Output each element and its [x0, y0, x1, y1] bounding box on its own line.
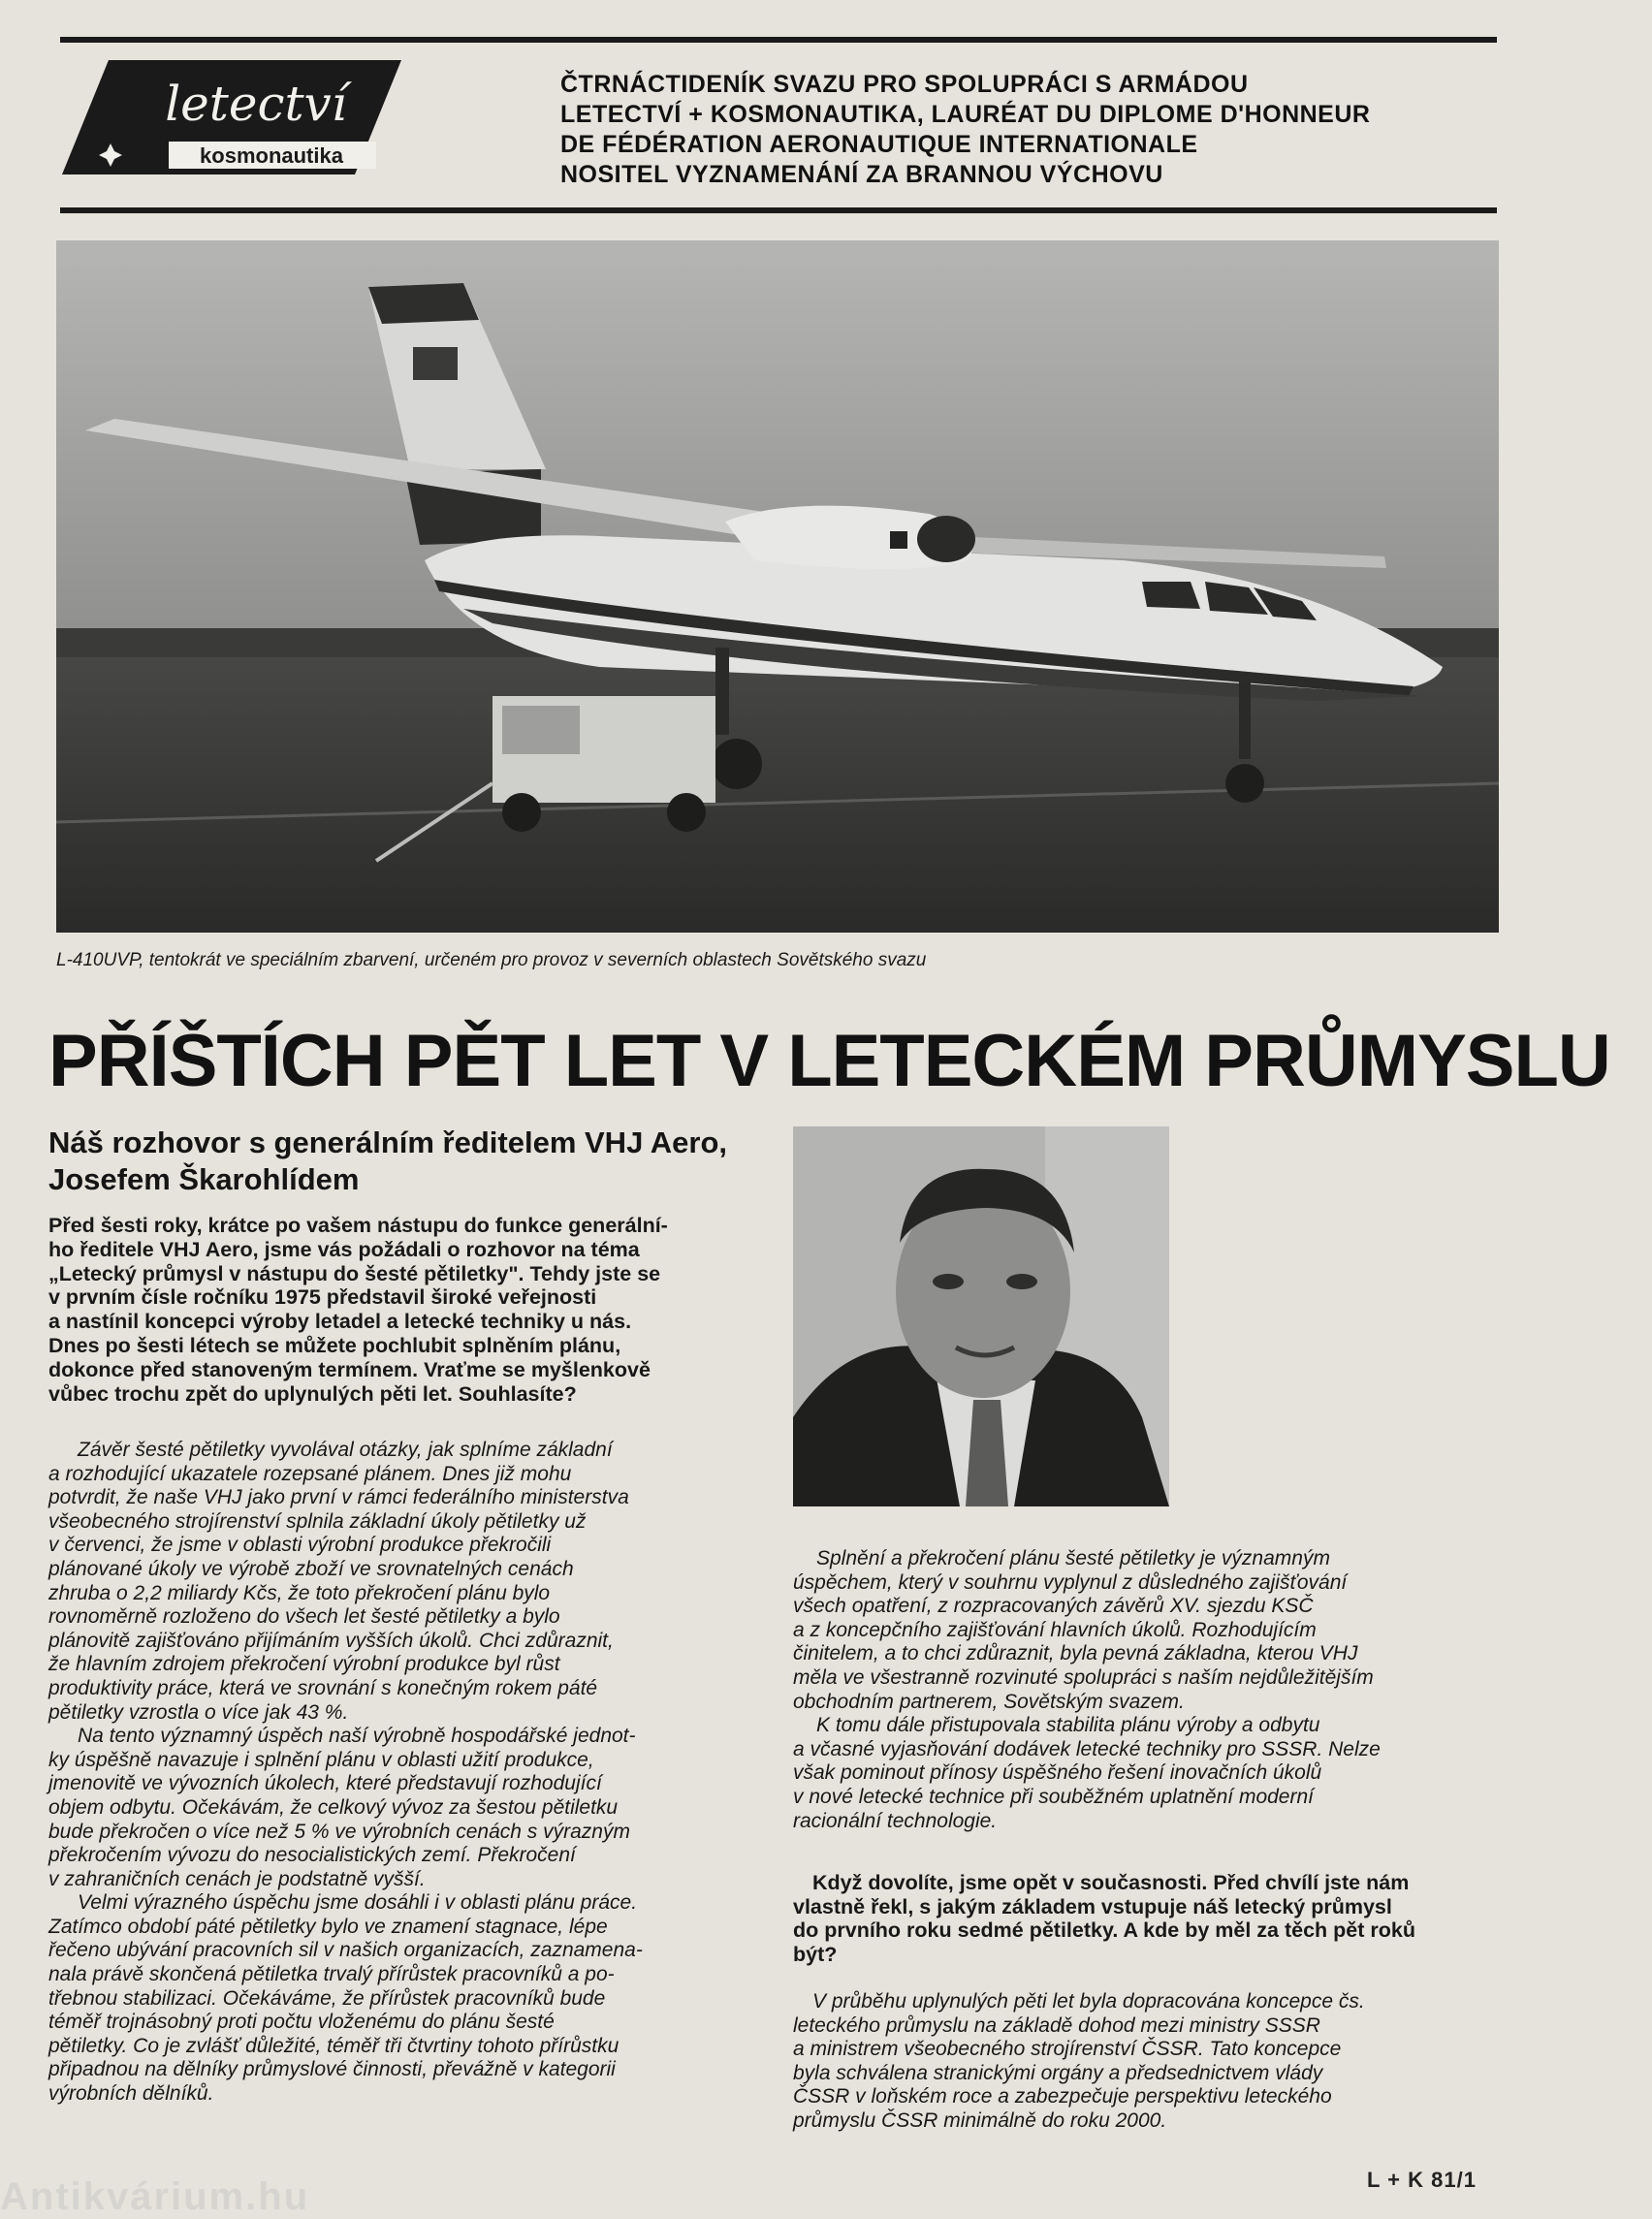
text-line: dokonce před stanoveným termínem. Vraťme se myšlenkově — [48, 1357, 651, 1381]
text-line: však pominout přínosy úspěšného řešení inovačních úkolů — [793, 1761, 1322, 1785]
text-line: plánované úkoly ve výrobě zboží ve srovnatelných cenách — [48, 1557, 574, 1580]
text-line: být? — [793, 1942, 838, 1966]
portrait-photo — [793, 1126, 1169, 1506]
text-line: úspěchem, který v souhrnu vyplynul z důsledného zajišťování — [793, 1570, 1348, 1594]
text-line: rovnoměrně rozloženo do všech let šesté pětiletky a bylo — [48, 1605, 560, 1629]
text-line: byla schválena stranickými orgány a předsednictvem vlády — [793, 2061, 1323, 2084]
text-line: obchodním partnerem, Sovětským svazem. — [793, 1690, 1185, 1713]
page-reference: L + K 81/1 — [1367, 2168, 1477, 2192]
text-line: bude překročen o více než 5 % ve výrobních cenách s výrazným — [48, 1820, 630, 1843]
text-line: ho ředitele VHJ Aero, jsme vás požádali o rozhovor na téma — [48, 1237, 640, 1261]
text-line: ky úspěšně navazuje i splnění plánu v oblasti užití produkce, — [48, 1748, 594, 1771]
subtitle-line: Josefem Škarohlídem — [48, 1162, 360, 1196]
text-line: jmenovitě ve vývozních úkolech, které představují rozhodující — [48, 1772, 602, 1795]
text-line: plánovitě zajišťováno přijímáním vyšších úkolů. Chci zdůraznit, — [48, 1629, 614, 1652]
masthead-line: LETECTVÍ + KOSMONAUTIKA, LAURÉAT DU DIPLOME D'HONNEUR — [560, 101, 1371, 128]
text-line: že hlavním zdrojem překročení výrobní produkce byl růst — [48, 1653, 560, 1676]
text-line: vůbec trochu zpět do uplynulých pěti let. Souhlasíte? — [48, 1381, 577, 1406]
text-line: v zahraničních cenách je podstatně vyšší. — [48, 1867, 426, 1890]
text-line: v nové letecké technice při souběžném uplatnění moderní — [793, 1785, 1314, 1808]
text-line: Velmi výrazného úspěchu jsme dosáhli i v oblasti plánu práce. — [78, 1891, 638, 1915]
text-line: do prvního roku sedmé pětiletky. A kde by měl za těch pět roků — [793, 1918, 1415, 1943]
text-line: vlastně řekl, s jakým základem vstupuje náš letecký průmysl — [793, 1894, 1392, 1918]
answer-column-1 — [48, 1439, 756, 2107]
aircraft-photo — [56, 240, 1499, 933]
article-subtitle — [48, 1125, 785, 1198]
logo-sub-text: kosmonautika — [200, 143, 343, 168]
text-line: Dnes po šesti létech se můžete pochlubit splněním plánu, — [48, 1333, 621, 1357]
subtitle-line: Náš rozhovor s generálním ředitelem VHJ Aero, — [48, 1125, 728, 1159]
text-line: všeobecného strojírenství splnila základní úkoly pětiletky už — [48, 1509, 587, 1533]
answer-column-3 — [793, 1990, 1491, 2134]
text-line: překročením vývozu do nesocialistických zemí. Překročení — [48, 1844, 576, 1867]
magazine-logo — [62, 60, 401, 174]
masthead-line: DE FÉDÉRATION AERONAUTIQUE INTERNATIONALE — [560, 131, 1198, 158]
text-line: produktivity práce, která ve srovnání s konečným rokem páté — [48, 1676, 598, 1699]
text-line: a nastínil koncepci výroby letadel a letecké techniky u nás. — [48, 1310, 632, 1334]
text-line: racionální technologie. — [793, 1809, 998, 1832]
text-line: třebnou stabilizaci. Očekáváme, že přírůstek pracovníků bude — [48, 1986, 606, 2010]
logo-script-text: letectví — [165, 76, 347, 132]
text-line: „Letecký průmysl v nástupu do šesté pětiletky". Tehdy jste se — [48, 1261, 661, 1285]
logo-graphic — [62, 60, 401, 174]
masthead — [560, 70, 1510, 190]
text-line: objem odbytu. Očekávám, že celkový vývoz za šestou pětiletku — [48, 1795, 619, 1819]
text-line: v prvním čísle ročníku 1975 představil široké veřejnosti — [48, 1285, 597, 1310]
text-line: Závěr šesté pětiletky vyvolával otázky, jak splníme základní — [78, 1439, 613, 1461]
text-line: K tomu dále přistupovala stabilita plánu výroby a odbytu — [816, 1714, 1320, 1737]
article-headline: PŘÍŠTÍCH PĚT LET V LETECKÉM PRŮMYSLU — [48, 1020, 1610, 1102]
text-line: ČSSR v loňském roce a zabezpečuje perspektivu leteckého — [793, 2085, 1332, 2108]
interview-question-2 — [793, 1871, 1491, 1966]
text-line: leteckého průmyslu na základě dohod mezi ministry SSSR — [793, 2013, 1320, 2037]
text-line: zhruba o 2,2 miliardy Kčs, že toto překročení plánu bylo — [48, 1581, 551, 1604]
text-line: Před šesti roky, krátce po vašem nástupu do funkce generální- — [48, 1214, 668, 1237]
text-line: a včasné vyjasňování dodávek letecké techniky pro SSSR. Nelze — [793, 1737, 1381, 1760]
top-rule — [60, 37, 1497, 43]
text-line: pětiletky vzrostla o více jak 43 %. — [48, 1700, 349, 1724]
masthead-line: ČTRNÁCTIDENÍK SVAZU PRO SPOLUPRÁCI S ARMÁDOU — [560, 71, 1249, 98]
text-line: nala právě skončená pětiletka trvalý přírůstek pracovníků a po- — [48, 1963, 615, 1986]
text-line: průmyslu ČSSR minimálně do roku 2000. — [793, 2108, 1167, 2132]
text-line: měla ve všestranně rozvinuté spolupráci s naším nejdůležitějším — [793, 1665, 1374, 1689]
text-line: a rozhodující ukazatele rozepsané plánem. Dnes již mohu — [48, 1462, 572, 1485]
text-line: v červenci, že jsme v oblasti výrobní produkce překročili — [48, 1534, 552, 1557]
text-line: a ministrem všeobecného strojírenství ČSSR. Tato koncepce — [793, 2038, 1342, 2061]
text-line: řečeno ubývání pracovních sil v našich organizacích, zaznamena- — [48, 1939, 643, 1962]
text-line: Když dovolíte, jsme opět v současnosti. Před chvílí jste nám — [812, 1871, 1410, 1894]
masthead-rule — [60, 207, 1497, 213]
text-line: Na tento významný úspěch naší výrobně hospodářské jednot- — [78, 1725, 636, 1748]
text-line: všech opatření, z rozpracovaných závěrů XV. sjezdu KSČ — [793, 1595, 1314, 1618]
photo-caption: L-410UVP, tentokrát ve speciálním zbarvení, určeném pro provoz v severních oblastech Sovětského svazu — [56, 950, 927, 970]
watermark: Antikvárium.hu — [0, 2175, 310, 2218]
text-line: a z koncepčního zajišťování hlavních úkolů. Rozhodujícím — [793, 1618, 1317, 1641]
text-line: Zatímco období páté pětiletky bylo ve znamení stagnace, lépe — [48, 1915, 608, 1938]
text-line: připadnou na dělníky průmyslové činnosti, převážně v kategorii — [48, 2058, 616, 2081]
text-line: výrobních dělníků. — [48, 2082, 214, 2106]
interview-question-1 — [48, 1214, 756, 1406]
text-line: pětiletky. Co je zvlášť důležité, téměř tři čtvrtiny tohoto přírůstku — [48, 2034, 620, 2057]
masthead-line: NOSITEL VYZNAMENÁNÍ ZA BRANNOU VÝCHOVU — [560, 161, 1163, 188]
text-line: téměř trojnásobný proti počtu vloženému do plánu šesté — [48, 2011, 555, 2034]
text-line: V průběhu uplynulých pěti let byla dopracována koncepce čs. — [812, 1990, 1365, 2013]
text-line: činitelem, a to chci zdůraznit, byla pevná základna, kterou VHJ — [793, 1642, 1358, 1665]
text-line: Splnění a překročení plánu šesté pětiletky je významným — [816, 1547, 1330, 1569]
answer-column-2 — [793, 1547, 1491, 1833]
text-line: potvrdit, že naše VHJ jako první v rámci federálního ministerstva — [48, 1486, 629, 1509]
